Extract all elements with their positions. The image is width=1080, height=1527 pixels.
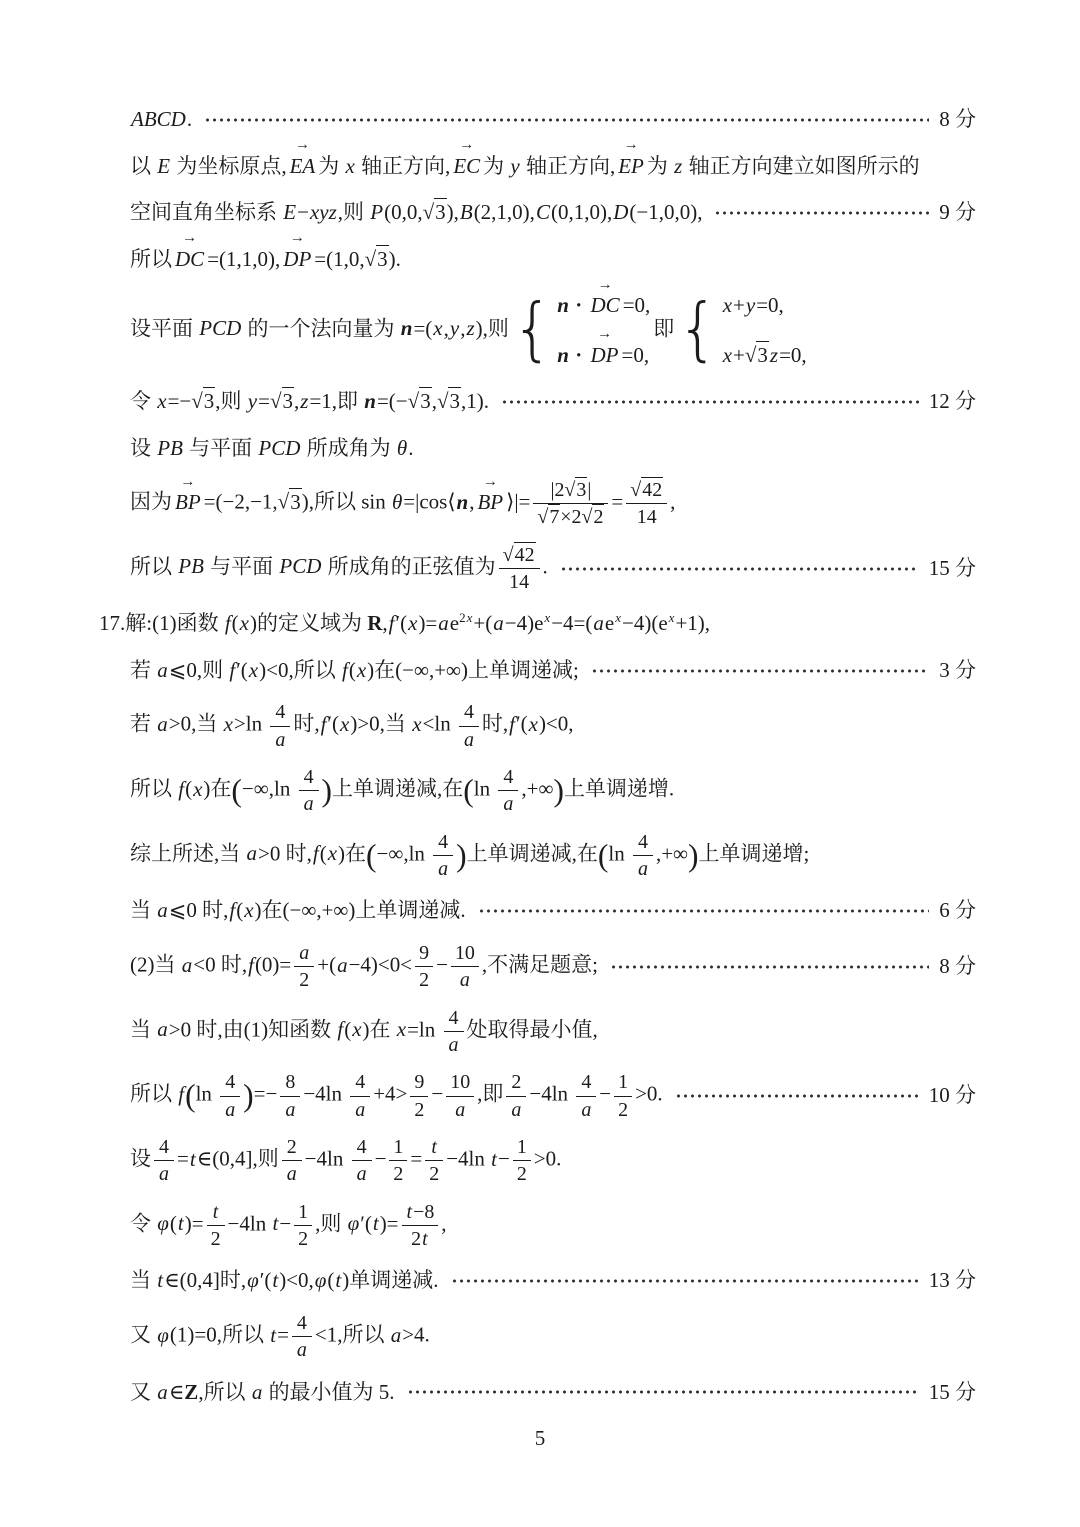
line-content: 所以 PB 与平面 PCD 所成角的正弦值为 $\frac{√42}{14}$ . bbox=[130, 543, 548, 594]
solution-line bbox=[99, 608, 976, 640]
solution-line bbox=[130, 197, 976, 229]
solution-line bbox=[130, 386, 976, 418]
dotted-leader bbox=[610, 959, 929, 975]
solution-line bbox=[130, 942, 976, 992]
line-content: ABCD. bbox=[131, 107, 193, 131]
line-content: 若 a>0,当 x>ln $\frac{4}{a}$ 时,f′(x)>0,当 x<ln $\frac{4}{a}$ 时,f′(x)<0, bbox=[130, 701, 574, 751]
solution-line bbox=[130, 1136, 976, 1186]
dotted-leader bbox=[714, 205, 929, 221]
score-marker: 9 分 bbox=[939, 200, 976, 224]
line-content: 当 a⩽0 时,f(x)在(−∞,+∞)上单调递减. bbox=[130, 898, 466, 923]
dotted-leader bbox=[591, 663, 929, 679]
score-marker: 10 分 bbox=[928, 1083, 976, 1108]
score-marker: 6 分 bbox=[939, 898, 976, 923]
line-content: 当 t∈(0,4]时,φ′(t)<0,φ(t)单调递减. bbox=[130, 1268, 439, 1293]
score-marker: 3 分 bbox=[939, 657, 976, 682]
line-content: 令 φ(t)= $\frac{t}{2}$ −4ln t− $\frac{1}{2}$ ,则 φ′(t)= $\frac{t-8}{2t}$ , bbox=[130, 1200, 447, 1251]
score-marker: 15 分 bbox=[928, 1379, 976, 1404]
solution-line bbox=[130, 151, 976, 183]
score-marker: 12 分 bbox=[928, 389, 976, 413]
dotted-leader bbox=[501, 394, 919, 410]
solution-line bbox=[130, 1201, 976, 1251]
solution-line bbox=[130, 895, 976, 927]
dotted-leader bbox=[675, 1088, 919, 1104]
dotted-leader bbox=[204, 112, 929, 128]
dotted-leader bbox=[451, 1273, 919, 1289]
solution-line bbox=[130, 831, 976, 881]
line-content: 设 PB 与平面 PCD 所成角为 θ. bbox=[130, 435, 414, 460]
line-content: 空间直角坐标系 E−xyz,则 P(0,0,√3),B(2,1,0),C(0,1,0),D(−1,0,0), bbox=[130, 200, 703, 224]
score-marker: 13 分 bbox=[928, 1268, 976, 1293]
line-content: (2)当 a<0 时,f(0)= $\frac{a}{2}$ +(a−4)<0< $\frac{9}{2}$ − $\frac{10}{a}$ ,不满足题意; bbox=[130, 941, 598, 992]
line-content: 若 a⩽0,则 f′(x)<0,所以 f(x)在(−∞,+∞)上单调递减; bbox=[130, 657, 579, 682]
solution-line bbox=[130, 655, 976, 687]
dotted-leader bbox=[560, 561, 919, 577]
line-content: 设 $\frac{4}{a}$ =t∈(0,4],则 $\frac{2}{a}$ −4ln $\frac{4}{a}$ − $\frac{1}{2}$ = $\frac{t}{2}$ −4ln t− $\frac{1}{2}$ >0. bbox=[130, 1136, 562, 1186]
solution-line bbox=[130, 766, 976, 816]
solution-line bbox=[130, 290, 976, 371]
line-content: 令 x=−√3,则 y=√3,z=1,即 n=(−√3,√3,1). bbox=[130, 389, 489, 413]
line-content: 所以 f(ln $\frac{4}{a}$ )=− $\frac{8}{a}$ −4ln $\frac{4}{a}$ +4> $\frac{9}{2}$ − $\frac{10}{a}$ ,即 $\frac{2}{a}$ −4ln $\frac{4}{a}$ − $\frac{1}{2}$ >0. bbox=[130, 1071, 663, 1121]
line-content: 所以 DC → =(1,1,0), DP → =(1,0,√3). bbox=[130, 244, 401, 276]
line-content: 因为 BP → =(−2,−1,√3),所以 sin θ=|cos⟨n, BP → ⟩|= $\frac{|2√3|}{√7\times 2√2}$ = $\frac{√42}{14}$ , bbox=[130, 479, 675, 529]
solution-line bbox=[130, 1071, 976, 1121]
solution-line bbox=[130, 1377, 976, 1409]
solution-line bbox=[130, 701, 976, 751]
line-content: 所以 f(x)在(−∞,ln $\frac{4}{a}$ )上单调递减,在(ln $\frac{4}{a}$ ,+∞)上单调递增. bbox=[130, 766, 675, 816]
dotted-leader bbox=[407, 1384, 919, 1400]
score-marker: 8 分 bbox=[939, 954, 976, 979]
solution-line bbox=[130, 1312, 976, 1362]
solution-line bbox=[130, 479, 976, 529]
page-number: 5 bbox=[534, 1426, 546, 1450]
solution-line bbox=[130, 433, 976, 465]
solution-line bbox=[130, 1007, 976, 1057]
line-content: 以 E 为坐标原点, EA → 为 x 轴正方向, EC → 为 y 轴正方向, EP → 为 z 轴正方向建立如图所示的 bbox=[130, 151, 920, 183]
line-content: 又 φ(1)=0,所以 t= $\frac{4}{a}$ <1,所以 a>4. bbox=[130, 1311, 430, 1362]
line-content: 设平面 PCD 的一个法向量为 n=(x,y,z),则 { n · DC → =0, n · DP → =0, 即 { x+y=0, x+√3z=0, bbox=[130, 290, 810, 371]
solution-line bbox=[130, 1265, 976, 1297]
line-content: 当 a>0 时,由(1)知函数 f(x)在 x=ln $\frac{4}{a}$ 处取得最小值, bbox=[130, 1006, 598, 1056]
line-content: 17.解:(1)函数 f(x)的定义域为 $R,f'(x)=ae^{2x}+(a-4)e^x-4=(ae^x-4)(e^x+1)$, bbox=[99, 610, 711, 636]
score-marker: 15 分 bbox=[928, 555, 976, 580]
line-content: 又 a∈Z,所以 a 的最小值为 5. bbox=[130, 1379, 395, 1404]
solution-line bbox=[130, 104, 976, 136]
dotted-leader bbox=[478, 903, 930, 919]
solution-line bbox=[130, 544, 976, 594]
line-content: 综上所述,当 a>0 时,f(x)在(−∞,ln $\frac{4}{a}$ )上单调递减,在(ln $\frac{4}{a}$ ,+∞)上单调递增; bbox=[130, 830, 810, 881]
page-footer bbox=[0, 1426, 1080, 1451]
score-marker: 8 分 bbox=[939, 107, 976, 131]
solution-line bbox=[130, 244, 976, 276]
